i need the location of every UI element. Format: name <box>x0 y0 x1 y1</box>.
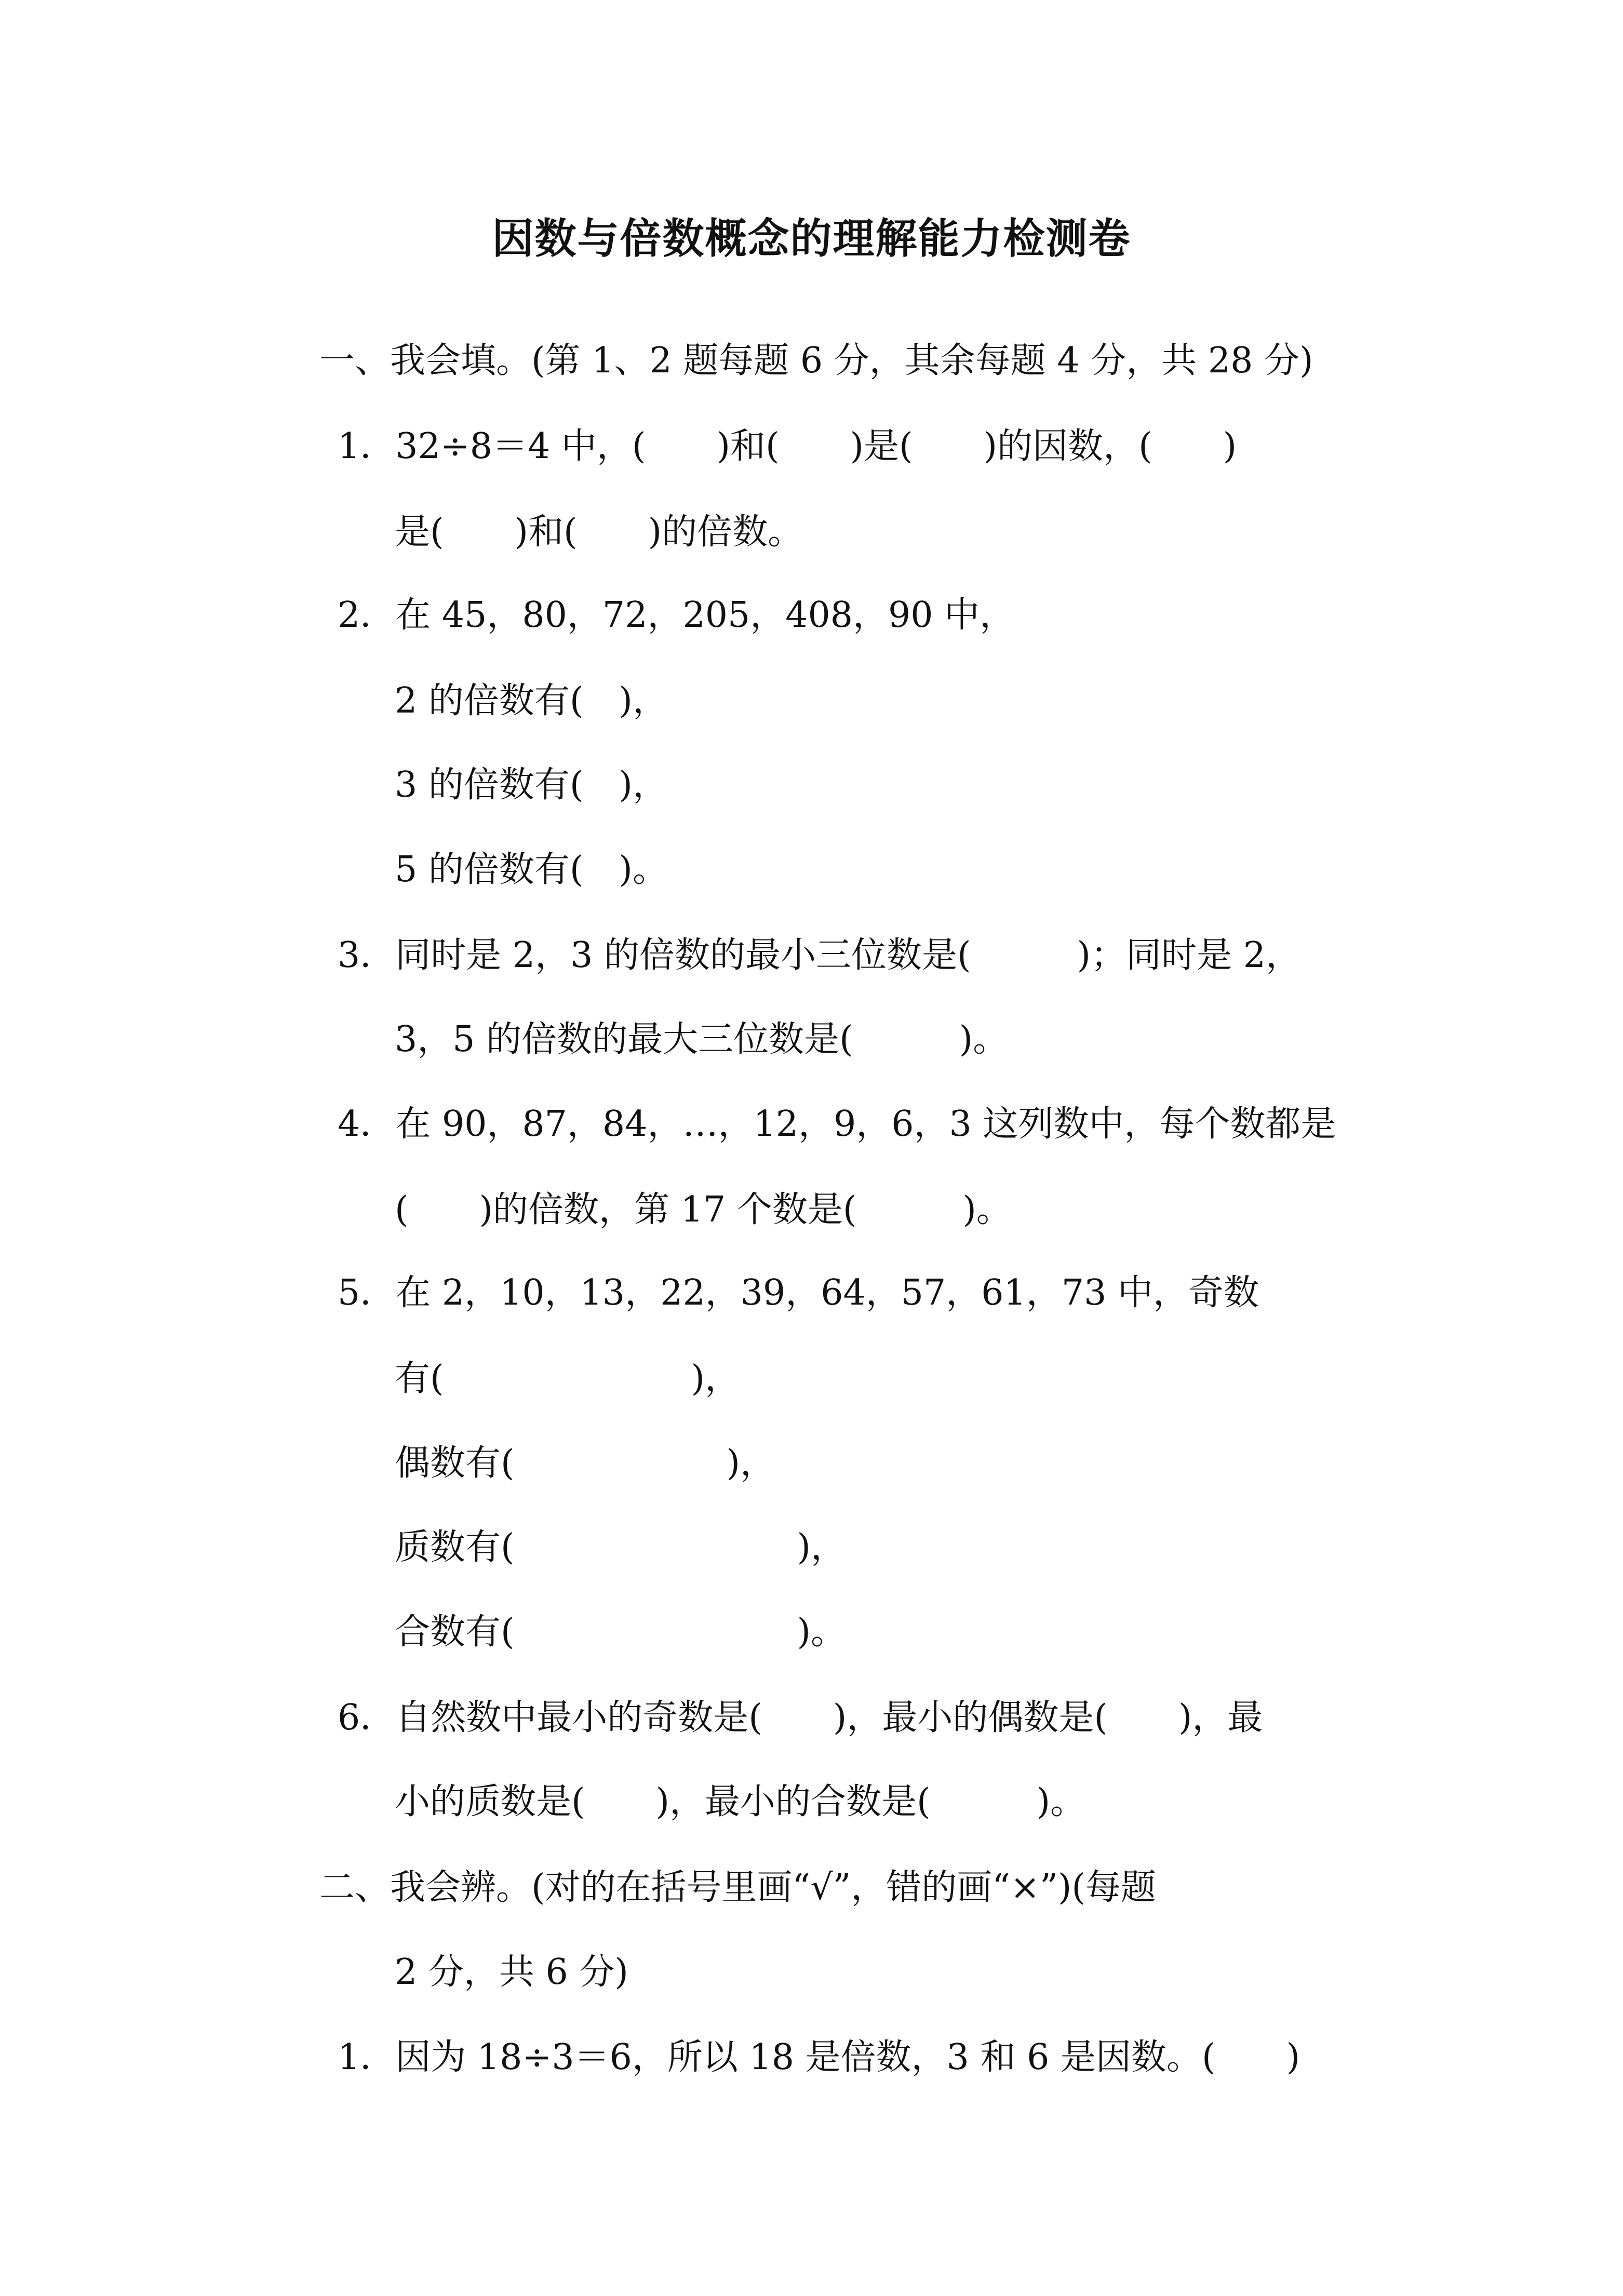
question-6-line-1: 6．自然数中最小的奇数是( )，最小的偶数是( )，最 <box>338 1697 1263 1738</box>
question-1-line-2: 是( )和( )的倍数。 <box>395 512 803 553</box>
question-2-line-4: 5 的倍数有( )。 <box>395 849 668 890</box>
question-4-line-2: ( )的倍数，第 17 个数是( )。 <box>395 1189 1012 1230</box>
question-5-line-4: 质数有( )， <box>395 1527 847 1568</box>
section-2-heading-line-2: 2 分，共 6 分) <box>395 1952 628 1993</box>
question-2-line-3: 3 的倍数有( )， <box>395 764 668 805</box>
question-3-line-2: 3，5 的倍数的最大三位数是( )。 <box>395 1019 1009 1060</box>
question-2-line-1: 2．在 45，80，72，205，408，90 中， <box>338 595 1015 636</box>
question-1-line-1: 1．32÷8＝4 中，( )和( )是( )的因数，( ) <box>338 426 1237 467</box>
question-3-line-1: 3．同时是 2，3 的倍数的最小三位数是( )；同时是 2， <box>338 935 1301 976</box>
question-5-line-2: 有( )， <box>395 1358 741 1399</box>
section-1-heading: 一、我会填。(第 1、2 题每题 6 分，其余每题 4 分，共 28 分) <box>319 340 1313 381</box>
page-title: 因数与倍数概念的理解能力检测卷 <box>492 214 1131 263</box>
question-2-line-2: 2 的倍数有( )， <box>395 680 668 721</box>
question-5-line-1: 5．在 2，10，13，22，39，64，57，61，73 中，奇数 <box>338 1272 1259 1313</box>
question-5-line-3: 偶数有( )， <box>395 1443 776 1484</box>
section-2-heading-line-1: 二、我会辨。(对的在括号里画“√”，错的画“×”)(每题 <box>319 1867 1156 1908</box>
question-4-line-1: 4．在 90，87，84，…，12，9，6，3 这列数中，每个数都是 <box>338 1104 1336 1145</box>
question-6-line-2: 小的质数是( )，最小的合数是( )。 <box>395 1781 1086 1822</box>
question-5-line-5: 合数有( )。 <box>395 1612 847 1653</box>
section-2-question-1: 1．因为 18÷3＝6，所以 18 是倍数，3 和 6 是因数。( ) <box>338 2037 1300 2078</box>
